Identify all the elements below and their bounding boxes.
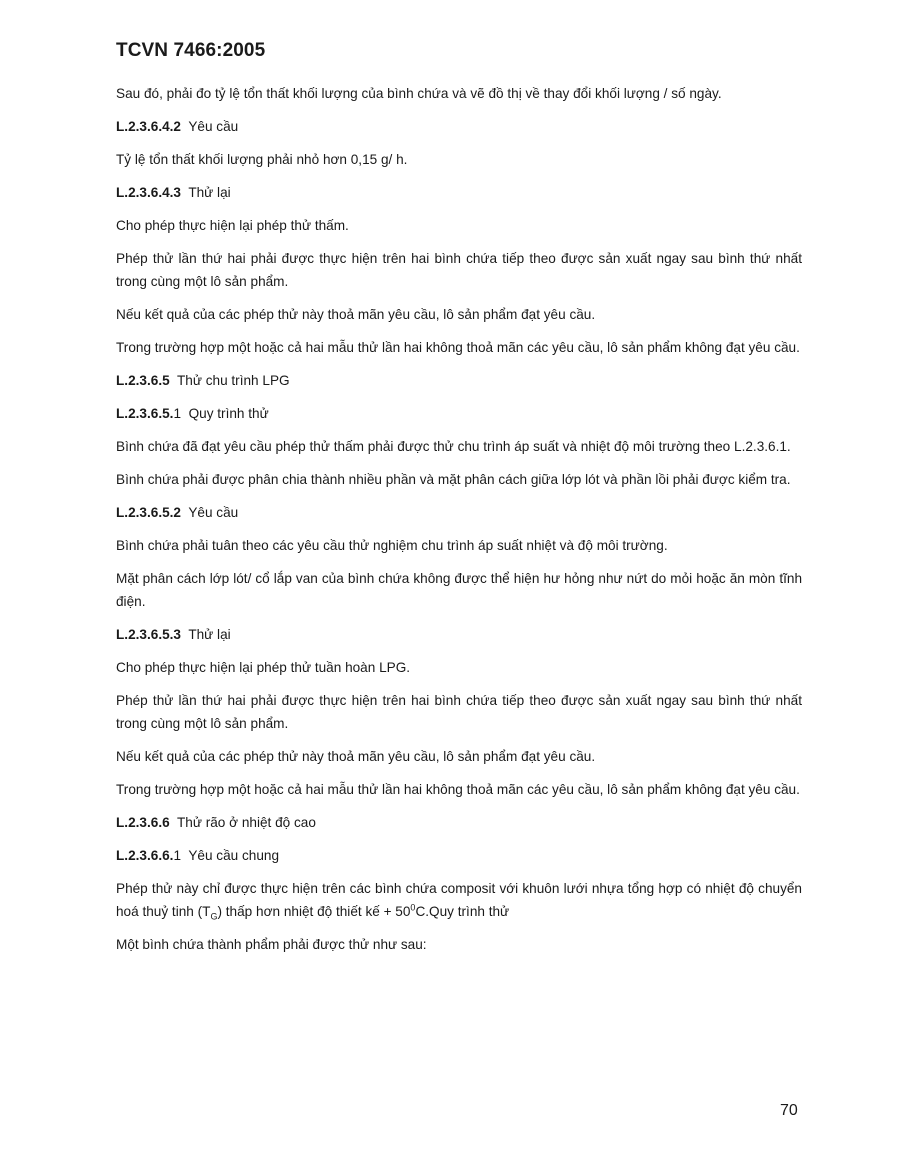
paragraph: Một bình chứa thành phẩm phải được thử như sau: [116, 937, 427, 952]
paragraph: Nếu kết quả của các phép thử này thoả mãn yêu cầu, lô sản phẩm đạt yêu cầu. [116, 749, 596, 764]
section-heading [116, 811, 802, 834]
paragraph: Sau đó, phải đo tỷ lệ tổn thất khối lượng của bình chứa và vẽ đồ thị về thay đổi khối lượng / số ngày. [116, 86, 722, 101]
section-number: L.2.3.6.6. [116, 848, 174, 863]
paragraph: Nếu kết quả của các phép thử này thoả mãn yêu cầu, lô sản phẩm đạt yêu cầu. [116, 307, 596, 322]
section-title: Yêu cầu [188, 505, 239, 520]
paragraph: Mặt phân cách lớp lót/ cổ lắp van của bình chứa không được thể hiện hư hỏng như nứt do mỏi hoặc ăn mòn tĩnh điện. [116, 571, 802, 609]
paragraph: Trong trường hợp một hoặc cả hai mẫu thử lần hai không thoả mãn các yêu cầu, lô sản phẩm không đạt yêu cầu. [116, 782, 800, 797]
section-number: L.2.3.6.5. [116, 406, 174, 421]
paragraph-text: C.Quy trình thử [415, 904, 510, 919]
paragraph: Tỷ lệ tổn thất khối lượng phải nhỏ hơn 0,15 g/ h. [116, 152, 408, 167]
paragraph: Bình chứa đã đạt yêu cầu phép thử thấm phải được thử chu trình áp suất và nhiệt độ môi trường theo L.2.3.6.1. [116, 439, 791, 454]
section-heading [116, 181, 802, 204]
paragraph [116, 877, 802, 923]
section-title: Yêu cầu [188, 119, 239, 134]
section-title: Thử chu trình LPG [176, 373, 290, 388]
section-number: L.2.3.6.6 [116, 815, 170, 830]
page-number: 70 [780, 1102, 798, 1119]
section-number: L.2.3.6.4.3 [116, 185, 181, 200]
section-number: L.2.3.6.4.2 [116, 119, 181, 134]
section-heading [116, 402, 802, 425]
section-title: Quy trình thử [188, 406, 269, 421]
superscript-text: 0 [410, 902, 416, 913]
section-heading [116, 115, 802, 138]
section-heading [116, 369, 802, 392]
document-body [116, 82, 802, 966]
section-heading [116, 844, 802, 867]
section-number-tail: 1 [173, 848, 181, 863]
section-title: Yêu cầu chung [188, 848, 280, 863]
document-header: TCVN 7466:2005 [116, 40, 266, 61]
section-number: L.2.3.6.5 [116, 373, 170, 388]
paragraph: Bình chứa phải được phân chia thành nhiều phần và mặt phân cách giữa lớp lót và phần lồi phải được kiểm tra. [116, 472, 791, 487]
paragraph: Cho phép thực hiện lại phép thử tuần hoàn LPG. [116, 660, 411, 675]
section-title: Thử rão ở nhiệt độ cao [176, 815, 316, 830]
paragraph: Phép thử lần thứ hai phải được thực hiện trên hai bình chứa tiếp theo được sản xuất ngay sau bình thứ nhất trong cùng một lô sản phẩm. [116, 251, 802, 289]
paragraph-text: ) thấp hơn nhiệt độ thiết kế + 50 [217, 904, 411, 919]
section-number: L.2.3.6.5.2 [116, 505, 181, 520]
subscript-text: G [210, 911, 218, 922]
section-number: L.2.3.6.5.3 [116, 627, 181, 642]
section-heading [116, 623, 802, 646]
paragraph: Phép thử lần thứ hai phải được thực hiện trên hai bình chứa tiếp theo được sản xuất ngay sau bình thứ nhất trong cùng một lô sản phẩm. [116, 693, 802, 731]
paragraph: Trong trường hợp một hoặc cả hai mẫu thử lần hai không thoả mãn các yêu cầu, lô sản phẩm không đạt yêu cầu. [116, 340, 800, 355]
paragraph: Cho phép thực hiện lại phép thử thấm. [116, 218, 349, 233]
section-title: Thử lại [188, 627, 231, 642]
paragraph: Bình chứa phải tuân theo các yêu cầu thử nghiệm chu trình áp suất nhiệt và độ môi trường. [116, 538, 668, 553]
section-number-tail: 1 [173, 406, 181, 421]
paragraph-text: Phép thử này chỉ được thực hiện trên các bình chứa composit với khuôn lưới nhựa tổng hợp có nhiệt độ chuyển hoá thuỷ tinh (T [116, 881, 802, 919]
section-title: Thử lại [188, 185, 231, 200]
section-heading [116, 501, 802, 524]
